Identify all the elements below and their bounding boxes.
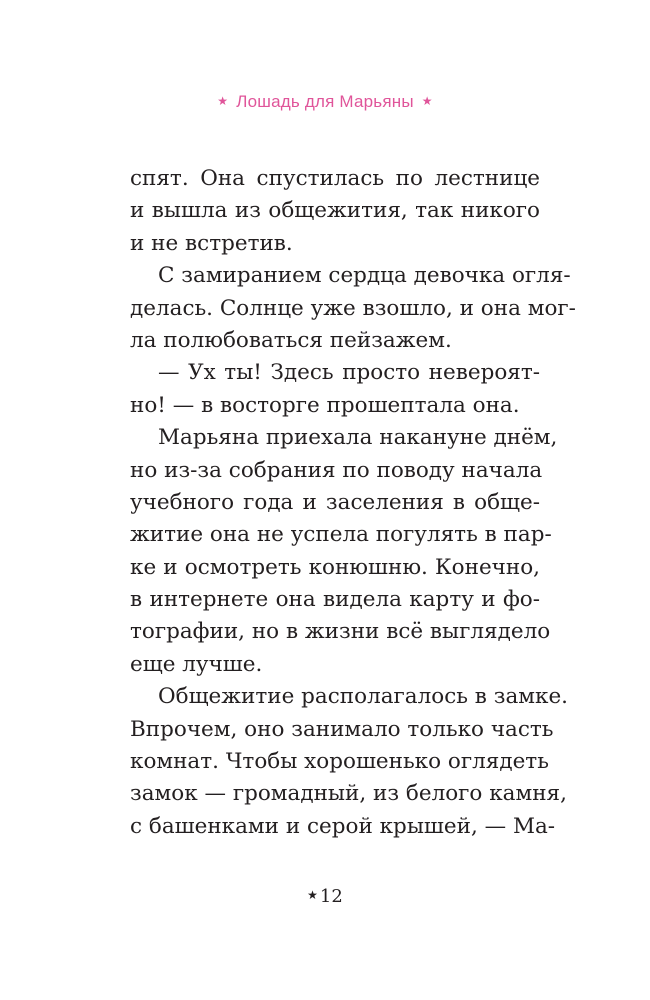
paragraph <box>130 681 569 843</box>
page-number: 12 <box>319 886 343 907</box>
text-line: Марьяна приехала накануне днём, <box>158 425 558 451</box>
star-icon: ★ <box>307 888 318 902</box>
text-line: с башенками и серой крышей, — Ма- <box>130 813 556 839</box>
text-line: — Ух ты! Здесь просто невероят- <box>158 360 540 386</box>
paragraph <box>130 260 576 357</box>
text-line: еще лучше. <box>130 651 263 677</box>
text-line: С замиранием сердца девочка огля- <box>158 263 571 289</box>
text-line: ке и осмотреть конюшню. Конечно, <box>130 554 540 580</box>
text-line: Общежитие располагалось в замке. <box>158 684 569 710</box>
text-line: но из-за собрания по поводу начала <box>130 457 543 483</box>
text-line: житие она не успела погулять в пар- <box>130 522 552 548</box>
text-line: в интернете она видела карту и фо- <box>130 587 540 613</box>
text-line: спят. Она спустилась по лестнице <box>130 166 540 191</box>
text-line: Впрочем, оно занимало только часть <box>130 716 554 742</box>
book-title: Лошадь для Марьяны <box>236 92 414 111</box>
running-header <box>0 92 650 112</box>
text-line: учебного года и заселения в обще- <box>130 489 540 515</box>
paragraph <box>130 357 540 422</box>
page-footer <box>0 886 650 907</box>
paragraph <box>130 163 540 260</box>
star-icon: ★ <box>217 94 229 108</box>
paragraph <box>130 422 558 681</box>
text-line: ла полюбоваться пейзажем. <box>130 327 452 353</box>
text-line: и вышла из общежития, так никого <box>130 198 540 224</box>
text-line: замок — громадный, из белого камня, <box>130 781 567 807</box>
text-line: делась. Солнце уже взошло, и она мог- <box>130 295 576 321</box>
text-line: тографии, но в жизни всё выглядело <box>130 619 551 645</box>
text-line: но! — в восторге прошептала она. <box>130 392 520 418</box>
page-body <box>130 163 576 843</box>
text-line: и не встретив. <box>130 230 293 256</box>
text-line: комнат. Чтобы хорошенько оглядеть <box>130 749 549 775</box>
star-icon: ★ <box>421 94 433 108</box>
